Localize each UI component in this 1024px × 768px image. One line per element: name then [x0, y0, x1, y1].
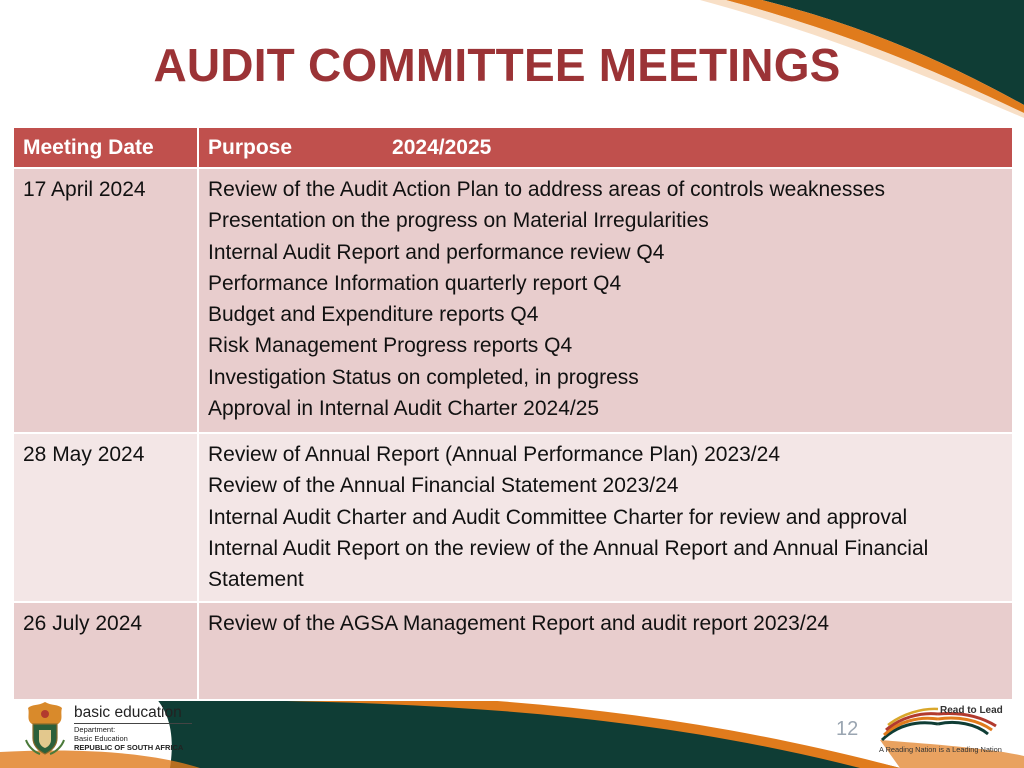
department-divider: [74, 723, 192, 724]
purpose-cell: [198, 168, 1013, 433]
purpose-cell: [198, 433, 1013, 602]
department-logo: [22, 698, 202, 758]
header-purpose: [198, 127, 1013, 168]
page-title: AUDIT COMMITTEE MEETINGS: [153, 39, 841, 91]
department-line: Basic Education: [74, 734, 128, 743]
table-row: [13, 433, 1013, 602]
meeting-date-cell: 17 April 2024: [13, 168, 198, 433]
campaign-title: Read to Lead: [940, 705, 1003, 716]
purpose-item: Review of the Audit Action Plan to address areas of controls weaknesses: [208, 178, 886, 201]
purpose-item: Review of the AGSA Management Report and audit report 2023/24: [208, 612, 830, 635]
department-line: REPUBLIC OF SOUTH AFRICA: [74, 743, 184, 752]
purpose-item: Investigation Status on completed, in progress: [208, 365, 639, 389]
purpose-item: Review of Annual Report (Annual Performance Plan) 2023/24: [208, 443, 781, 466]
campaign-tagline: A Reading Nation is a Leading Nation: [879, 745, 1002, 754]
table-row: [13, 602, 1013, 700]
table-header-row: [13, 127, 1013, 168]
purpose-cell: [198, 602, 1013, 700]
department-name: basic education: [74, 704, 182, 721]
purpose-item: Approval in Internal Audit Charter 2024/25: [208, 397, 600, 421]
department-lines: [74, 725, 183, 752]
header-meeting-date: Meeting Date: [13, 127, 198, 168]
purpose-item: Budget and Expenditure reports Q4: [208, 303, 539, 327]
header-year: 2024/2025: [392, 136, 492, 159]
table-row: [13, 168, 1013, 433]
purpose-item: Risk Management Progress reports Q4: [208, 334, 573, 358]
page-number: 12: [836, 718, 859, 740]
meeting-date-cell: 28 May 2024: [13, 433, 198, 602]
purpose-item: Internal Audit Report and performance review Q4: [208, 240, 665, 264]
purpose-item: Review of the Annual Financial Statement 2023/24: [208, 474, 679, 498]
purpose-item: Presentation on the progress on Material Irregularities: [208, 209, 709, 233]
meetings-table: [12, 126, 1014, 701]
purpose-item: Internal Audit Report on the review of the Annual Report and Annual Financial Statement: [208, 536, 929, 592]
department-line: Department:: [74, 725, 116, 734]
read-to-lead-logo: [876, 700, 1016, 760]
purpose-item: Internal Audit Charter and Audit Committee Charter for review and approval: [208, 505, 908, 529]
meeting-date-cell: 26 July 2024: [13, 602, 198, 700]
coat-of-arms-icon: [22, 700, 68, 756]
header-purpose-label: Purpose: [208, 136, 293, 159]
purpose-item: Performance Information quarterly report Q4: [208, 271, 622, 295]
